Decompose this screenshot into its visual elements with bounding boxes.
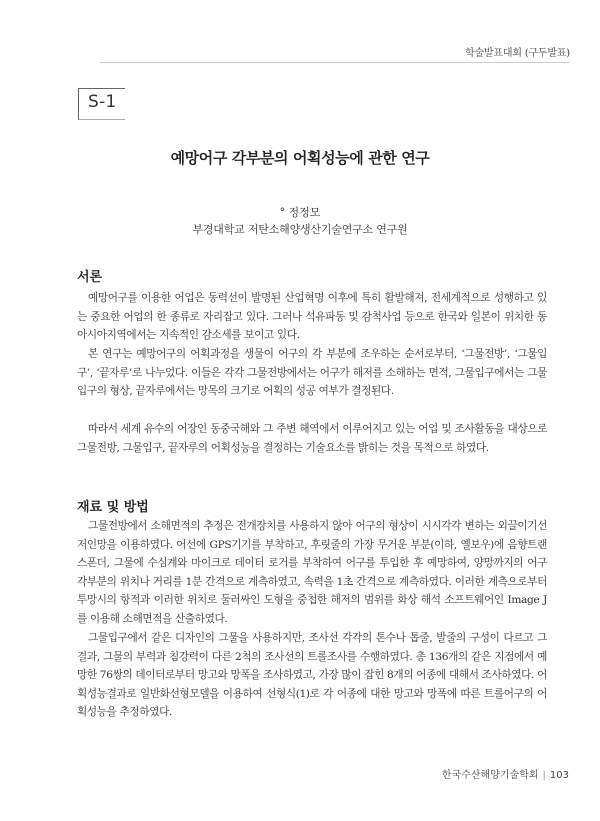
methods-paragraph-1: 그물전방에서 소해면적의 추정은 전개장치를 사용하지 않아 어구의 형상이 시시각각 변하는 외끌이기선저인망을 이용하였다. 어선에 GPS기기를 부착하고, 후릿줄의 가장 무거운 부분(이하, 옐보우)에 음향트랜스폰더, 그물에 수심계와 마이크로 데이터 로거를 부착하여 어구를 투입한 후 예망하여, 양망까지의 어구 각부분의 위치나 거리를 1분 간격으로 계측하였고, 속력을 1초 간격으로 계측하였다. 이러한 계측으로부터 투망시의 항적과 이러한 위치로 둘러싸인 도형을 중첩한 해저의 범위를 화상 해석 소프트웨어인 Image J를 이용해 소해면적을 산출하였다. (77, 520, 547, 625)
page-footer (442, 766, 569, 781)
footer-publication: 한국수산해양기술학회 (441, 770, 539, 781)
paper-title: 예망어구 각부분의 어획성능에 관한 연구 (170, 149, 430, 167)
intro-paragraph-1: 예망어구를 이용한 어업은 동력선이 발명된 산업혁명 이후에 특히 활발해져, 전세계적으로 성행하고 있는 중요한 어업의 한 종류로 자리잡고 있다. 그러나 석유파동 및 감척사업 등으로 한국와 일본이 위치한 동아시아지역에서는 지속적인 감소세를 보이고 있다. (77, 292, 547, 342)
methods-paragraph-2: 그물입구에서 같은 디자인의 그물을 사용하지만, 조사선 각각의 톤수나 톱줄, 발줄의 구성이 다르고 그 결과, 그물의 부력과 침강력이 다른 2척의 조사선의 트롤조사를 수행하였다. 총 136개의 같은 지점에서 예망한 76쌍의 데이터로부터 망고와 망폭을 조사하였고, 가장 많이 잡힌 8개의 어종에 대해서 조사하였다. 어획성능결과로 일반화선형모델을 이용하여 선형식(1)로 각 어종에 대한 망고와 망폭에 따른 트롤어구의 어획성능을 추정하였다. (77, 632, 547, 719)
footer-separator: | (542, 770, 546, 781)
conference-header: 학술발표대회 (구두발표) (465, 48, 570, 59)
section-heading-methods: 재료 및 방법 (77, 500, 149, 515)
intro-paragraph-2: 본 연구는 예망어구의 어획과정을 생물이 어구의 각 부분에 조우하는 순서로부터, ‘그물전방’, ‘그물입구’, ‘끝자루’로 나누었다. 이들은 각각 그물전방에서는 어구가 해저를 소해하는 면적, 그물입구에서는 그물입구의 형상, 끝자루에서는 망목의 크기로 어획의 성공 여부가 결정된다. (77, 348, 547, 398)
author-name: ° 정정모 (279, 206, 321, 219)
footer-page-number: 103 (549, 770, 569, 781)
author-affiliation: 부경대학교 저탄소해양생산기술연구소 연구원 (192, 223, 408, 236)
header-divider (100, 62, 570, 63)
section-heading-introduction: 서론 (77, 270, 103, 285)
session-label: S-1 (88, 92, 117, 112)
intro-paragraph-3: 따라서 세계 유수의 어장인 동중국해와 그 주변 해역에서 이루어지고 있는 어업 및 조사활동을 대상으로 그물전방, 그물입구, 끝자루의 어획성능을 결정하는 기술요소를 밝히는 것을 목적으로 하였다. (77, 423, 547, 454)
